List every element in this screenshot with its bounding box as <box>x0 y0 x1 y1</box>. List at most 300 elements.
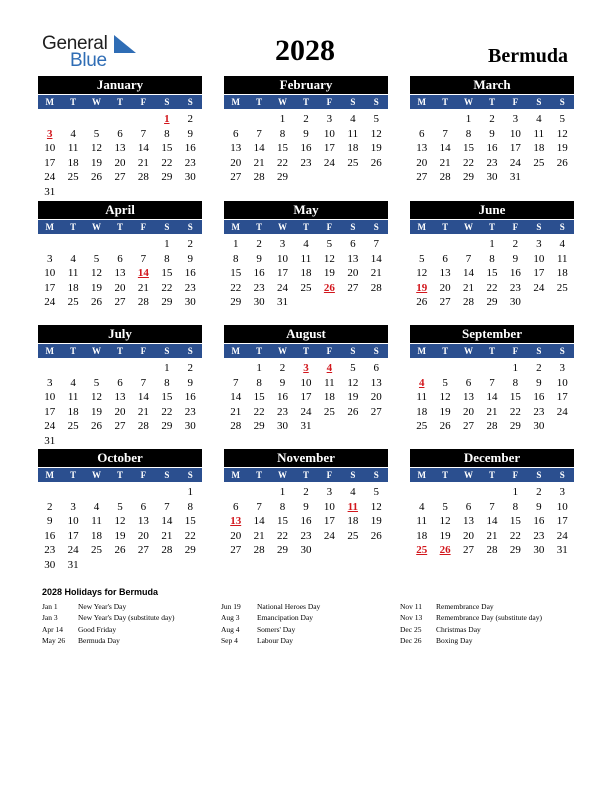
day-cell: 24 <box>44 171 56 184</box>
day-cell: 15 <box>509 515 521 528</box>
day-cell: 20 <box>439 281 451 294</box>
weekday-label: S <box>350 222 356 232</box>
day-cell: 20 <box>114 281 126 294</box>
day-cell: 27 <box>439 296 451 309</box>
weekday-label: M <box>45 222 54 232</box>
day-cell: 17 <box>509 142 521 155</box>
month-name: March <box>410 76 574 94</box>
day-cell: 28 <box>463 296 475 309</box>
day-cell: 23 <box>533 529 545 542</box>
weekday-label: S <box>350 470 356 480</box>
day-cell: 22 <box>509 529 521 542</box>
day-cell: 17 <box>277 267 289 280</box>
weekday-label: T <box>442 346 449 356</box>
day-cell: 6 <box>117 252 123 265</box>
weekday-label: T <box>116 346 123 356</box>
holiday-name: Emancipation Day <box>257 613 314 623</box>
day-cell: 25 <box>556 281 568 294</box>
holiday-row <box>42 612 227 623</box>
logo-text-blue: Blue <box>70 50 107 71</box>
day-cell: 19 <box>91 281 103 294</box>
day-cell: 7 <box>140 376 147 389</box>
weekday-label: M <box>45 97 54 107</box>
day-cell: 8 <box>279 500 286 513</box>
day-cell: 24 <box>533 281 545 294</box>
day-cell: 9 <box>187 252 193 265</box>
day-cell: 7 <box>256 500 262 513</box>
day-cell: 10 <box>277 252 289 265</box>
day-grid <box>410 358 574 434</box>
day-cell: 30 <box>533 544 545 557</box>
empty-day-cell <box>410 112 433 127</box>
weekday-label: T <box>116 470 123 480</box>
weekday-label: S <box>559 470 565 480</box>
weekday-label: M <box>231 97 240 107</box>
holiday-day-cell: 26 <box>439 544 451 557</box>
day-cell: 11 <box>324 376 335 389</box>
day-cell: 3 <box>536 238 542 250</box>
day-cell: 1 <box>279 486 286 498</box>
holiday-column <box>400 601 585 647</box>
weekday-header <box>410 95 574 109</box>
day-cell: 12 <box>323 252 335 265</box>
month-block <box>38 449 202 573</box>
day-cell: 26 <box>370 156 382 169</box>
day-cell: 27 <box>463 420 475 433</box>
day-cell: 20 <box>114 405 126 418</box>
day-cell: 3 <box>326 113 333 125</box>
holiday-name: Christmas Day <box>436 624 481 634</box>
empty-day-cell <box>410 485 433 500</box>
weekday-label: F <box>326 222 333 232</box>
day-cell: 28 <box>439 171 451 184</box>
empty-day-cell <box>433 485 456 500</box>
day-cell: 14 <box>463 267 475 280</box>
empty-day-cell <box>410 237 433 252</box>
weekday-label: S <box>187 97 193 107</box>
day-cell: 13 <box>463 515 475 528</box>
month-name: September <box>410 325 574 343</box>
day-cell: 11 <box>91 515 102 528</box>
day-cell: 23 <box>253 281 265 294</box>
day-cell: 7 <box>373 238 379 250</box>
day-cell: 14 <box>439 142 451 155</box>
day-cell: 7 <box>489 500 495 513</box>
day-cell: 11 <box>533 127 545 140</box>
holiday-date: Jan 1 <box>42 602 58 611</box>
day-cell: 30 <box>486 171 498 184</box>
day-cell: 12 <box>91 267 103 280</box>
day-cell: 31 <box>277 296 289 309</box>
holiday-day-cell: 25 <box>416 544 428 557</box>
day-cell: 13 <box>416 142 428 155</box>
day-cell: 4 <box>559 238 565 250</box>
month-name: July <box>38 325 202 343</box>
day-cell: 26 <box>91 420 103 433</box>
day-cell: 18 <box>91 529 103 542</box>
day-cell: 4 <box>350 113 356 125</box>
holiday-row <box>42 601 227 612</box>
month-block <box>224 449 388 558</box>
holiday-date: Jan 3 <box>42 613 58 623</box>
day-cell: 4 <box>536 113 542 125</box>
weekday-label: W <box>464 346 474 356</box>
weekday-header <box>224 468 388 482</box>
month-block <box>224 325 388 434</box>
day-cell: 31 <box>300 420 312 433</box>
day-cell: 4 <box>70 127 76 140</box>
holiday-row <box>400 624 585 635</box>
day-cell: 28 <box>486 420 498 433</box>
day-cell: 5 <box>442 500 448 513</box>
day-cell: 11 <box>67 391 79 404</box>
day-cell: 5 <box>117 500 123 513</box>
day-cell: 9 <box>512 252 519 265</box>
day-cell: 23 <box>277 405 289 418</box>
day-cell: 27 <box>416 171 428 184</box>
day-cell: 30 <box>300 544 312 557</box>
day-cell: 21 <box>161 529 173 542</box>
day-cell: 2 <box>256 238 262 250</box>
weekday-label: F <box>512 470 519 480</box>
day-cell: 21 <box>137 281 149 294</box>
day-cell: 18 <box>416 529 428 542</box>
holiday-date: Dec 25 <box>400 624 422 634</box>
day-cell: 14 <box>137 142 149 155</box>
day-cell: 28 <box>486 544 498 557</box>
weekday-label: S <box>187 222 193 232</box>
holiday-name: National Heroes Day <box>257 602 321 611</box>
empty-day-cell <box>224 361 247 376</box>
day-cell: 31 <box>44 185 56 198</box>
day-cell: 6 <box>465 500 472 513</box>
holiday-row <box>42 635 227 646</box>
weekday-label: T <box>488 346 495 356</box>
day-cell: 15 <box>277 515 289 528</box>
day-cell: 4 <box>303 238 309 250</box>
holiday-date: Dec 26 <box>400 636 422 646</box>
day-cell: 8 <box>465 127 472 140</box>
day-cell: 23 <box>300 156 312 169</box>
day-cell: 16 <box>184 267 196 280</box>
holiday-row <box>400 601 585 612</box>
weekday-label: W <box>92 346 102 356</box>
weekday-label: T <box>488 222 495 232</box>
weekday-label: F <box>140 97 147 107</box>
day-grid <box>224 358 388 434</box>
day-cell: 18 <box>347 142 359 155</box>
day-grid <box>38 482 202 573</box>
day-cell: 8 <box>256 376 262 389</box>
day-cell: 10 <box>533 252 545 265</box>
day-cell: 3 <box>559 486 565 498</box>
holiday-name: Labour Day <box>257 636 294 646</box>
day-cell: 7 <box>140 127 147 140</box>
day-cell: 27 <box>137 544 149 557</box>
empty-day-cell <box>61 485 84 500</box>
day-cell: 1 <box>164 238 170 250</box>
day-cell: 31 <box>556 544 568 557</box>
weekday-label: T <box>256 470 263 480</box>
month-name: June <box>410 201 574 219</box>
day-cell: 3 <box>70 500 76 513</box>
holiday-row <box>221 624 406 635</box>
day-cell: 3 <box>46 376 53 389</box>
month-name: April <box>38 201 202 219</box>
day-cell: 28 <box>161 544 173 557</box>
day-cell: 1 <box>232 238 239 250</box>
weekday-label: M <box>417 97 426 107</box>
day-cell: 21 <box>137 156 149 169</box>
day-cell: 22 <box>486 281 498 294</box>
day-cell: 24 <box>300 405 312 418</box>
day-cell: 14 <box>253 515 265 528</box>
day-cell: 10 <box>67 515 79 528</box>
day-cell: 30 <box>509 296 521 309</box>
holiday-date: Jun 19 <box>221 602 241 611</box>
empty-day-cell <box>457 237 480 252</box>
weekday-header <box>410 344 574 358</box>
weekday-label: M <box>417 222 426 232</box>
weekday-label: F <box>326 97 333 107</box>
month-block <box>410 325 574 434</box>
day-cell: 24 <box>44 420 56 433</box>
weekday-label: T <box>256 222 263 232</box>
empty-day-cell <box>108 112 131 127</box>
weekday-label: S <box>164 222 170 232</box>
day-cell: 8 <box>164 127 170 140</box>
weekday-label: S <box>536 222 542 232</box>
day-cell: 24 <box>277 281 289 294</box>
day-cell: 30 <box>277 420 289 433</box>
day-cell: 20 <box>230 529 242 542</box>
day-cell: 30 <box>253 296 265 309</box>
day-cell: 17 <box>300 391 312 404</box>
day-cell: 21 <box>463 281 475 294</box>
month-name: November <box>224 449 388 467</box>
day-cell: 24 <box>67 544 79 557</box>
weekday-label: F <box>326 346 333 356</box>
month-name: October <box>38 449 202 467</box>
day-cell: 11 <box>416 391 427 404</box>
weekday-label: S <box>536 346 542 356</box>
day-cell: 22 <box>253 405 265 418</box>
day-cell: 12 <box>114 515 126 528</box>
day-cell: 17 <box>533 267 545 280</box>
day-cell: 6 <box>117 376 123 389</box>
day-cell: 18 <box>67 405 79 418</box>
day-cell: 2 <box>187 238 193 250</box>
weekday-header <box>38 468 202 482</box>
weekday-header <box>224 220 388 234</box>
day-cell: 27 <box>347 281 359 294</box>
day-cell: 19 <box>114 529 126 542</box>
day-cell: 15 <box>486 267 498 280</box>
weekday-label: T <box>442 470 449 480</box>
empty-day-cell <box>108 237 131 252</box>
weekday-header <box>38 344 202 358</box>
month-name: May <box>224 201 388 219</box>
day-cell: 25 <box>347 529 359 542</box>
month-name: January <box>38 76 202 94</box>
day-cell: 24 <box>509 156 521 169</box>
day-cell: 28 <box>137 171 149 184</box>
day-cell: 29 <box>277 171 289 184</box>
day-cell: 22 <box>230 281 242 294</box>
day-cell: 29 <box>253 420 265 433</box>
weekday-label: F <box>140 470 147 480</box>
day-cell: 9 <box>536 500 542 513</box>
empty-day-cell <box>247 485 270 500</box>
day-cell: 7 <box>140 252 147 265</box>
day-cell: 14 <box>486 515 498 528</box>
day-cell: 2 <box>46 500 53 513</box>
weekday-header <box>410 468 574 482</box>
weekday-label: S <box>373 346 379 356</box>
day-cell: 9 <box>536 376 542 389</box>
day-cell: 13 <box>137 515 149 528</box>
weekday-label: S <box>187 346 193 356</box>
day-cell: 19 <box>323 267 335 280</box>
weekday-header <box>224 95 388 109</box>
logo-text-general: General <box>42 33 108 54</box>
day-cell: 3 <box>46 252 53 265</box>
day-cell: 2 <box>512 238 519 250</box>
day-cell: 4 <box>70 252 76 265</box>
weekday-label: W <box>278 97 288 107</box>
day-cell: 14 <box>137 391 149 404</box>
day-cell: 5 <box>350 362 356 374</box>
empty-day-cell <box>480 361 503 376</box>
day-cell: 12 <box>91 142 103 155</box>
day-cell: 19 <box>91 156 103 169</box>
day-cell: 5 <box>559 113 565 125</box>
day-cell: 15 <box>230 267 242 280</box>
day-cell: 16 <box>486 142 498 155</box>
weekday-label: F <box>326 470 333 480</box>
day-cell: 7 <box>256 127 262 140</box>
month-block <box>410 449 574 558</box>
day-grid <box>410 482 574 558</box>
month-name: December <box>410 449 574 467</box>
day-cell: 18 <box>556 267 568 280</box>
day-cell: 8 <box>279 127 286 140</box>
day-cell: 10 <box>44 142 56 155</box>
empty-day-cell <box>85 361 108 376</box>
empty-day-cell <box>85 237 108 252</box>
weekday-label: T <box>256 346 263 356</box>
weekday-label: T <box>116 222 123 232</box>
day-cell: 8 <box>489 252 495 265</box>
day-cell: 27 <box>114 420 126 433</box>
day-cell: 24 <box>323 156 335 169</box>
holiday-row <box>221 601 406 612</box>
day-cell: 22 <box>463 156 475 169</box>
day-cell: 13 <box>230 142 242 155</box>
month-block <box>38 76 202 200</box>
weekday-label: W <box>464 97 474 107</box>
day-cell: 10 <box>300 376 312 389</box>
day-cell: 6 <box>140 500 147 513</box>
day-cell: 20 <box>463 405 475 418</box>
day-cell: 16 <box>277 391 289 404</box>
day-cell: 21 <box>230 405 242 418</box>
day-cell: 7 <box>164 500 170 513</box>
day-cell: 10 <box>556 500 568 513</box>
empty-day-cell <box>38 237 61 252</box>
day-grid <box>224 109 388 185</box>
day-cell: 15 <box>509 391 521 404</box>
day-cell: 5 <box>373 486 379 498</box>
day-grid <box>410 234 574 310</box>
day-cell: 9 <box>187 376 193 389</box>
day-cell: 28 <box>137 296 149 309</box>
holiday-date: Nov 11 <box>400 602 423 611</box>
day-cell: 23 <box>184 156 196 169</box>
weekday-label: F <box>512 222 519 232</box>
day-cell: 5 <box>93 127 100 140</box>
month-block <box>410 201 574 310</box>
weekday-label: M <box>45 470 54 480</box>
day-cell: 2 <box>187 113 193 125</box>
weekday-label: F <box>512 346 519 356</box>
day-cell: 12 <box>347 376 359 389</box>
empty-day-cell <box>85 112 108 127</box>
day-cell: 3 <box>326 486 333 498</box>
day-cell: 16 <box>509 267 521 280</box>
day-cell: 23 <box>300 529 312 542</box>
day-cell: 2 <box>279 362 286 374</box>
day-cell: 25 <box>91 544 103 557</box>
day-cell: 31 <box>509 171 521 184</box>
day-cell: 12 <box>91 391 103 404</box>
day-cell: 1 <box>512 362 519 374</box>
day-cell: 17 <box>556 515 568 528</box>
day-cell: 28 <box>253 171 265 184</box>
day-cell: 21 <box>486 529 498 542</box>
holiday-row <box>400 612 585 623</box>
day-cell: 30 <box>184 420 196 433</box>
day-cell: 23 <box>533 405 545 418</box>
weekday-label: T <box>116 97 123 107</box>
day-cell: 16 <box>300 515 312 528</box>
day-cell: 9 <box>279 376 286 389</box>
holiday-date: May 26 <box>42 636 66 646</box>
day-cell: 2 <box>187 362 193 374</box>
day-cell: 27 <box>114 171 126 184</box>
weekday-header <box>224 344 388 358</box>
day-cell: 1 <box>465 113 472 125</box>
weekday-label: T <box>488 97 495 107</box>
weekday-label: S <box>350 97 356 107</box>
day-cell: 9 <box>46 515 53 528</box>
day-cell: 1 <box>279 113 286 125</box>
day-cell: 5 <box>442 376 448 389</box>
empty-day-cell <box>61 361 84 376</box>
empty-day-cell <box>457 485 480 500</box>
day-cell: 22 <box>161 405 173 418</box>
day-cell: 10 <box>323 500 335 513</box>
country-title: Bermuda <box>488 45 568 67</box>
day-grid <box>38 234 202 310</box>
day-cell: 14 <box>230 391 242 404</box>
day-cell: 10 <box>44 391 56 404</box>
day-cell: 12 <box>416 267 428 280</box>
day-cell: 8 <box>164 252 170 265</box>
weekday-header <box>38 220 202 234</box>
day-cell: 3 <box>279 238 286 250</box>
empty-day-cell <box>132 485 155 500</box>
